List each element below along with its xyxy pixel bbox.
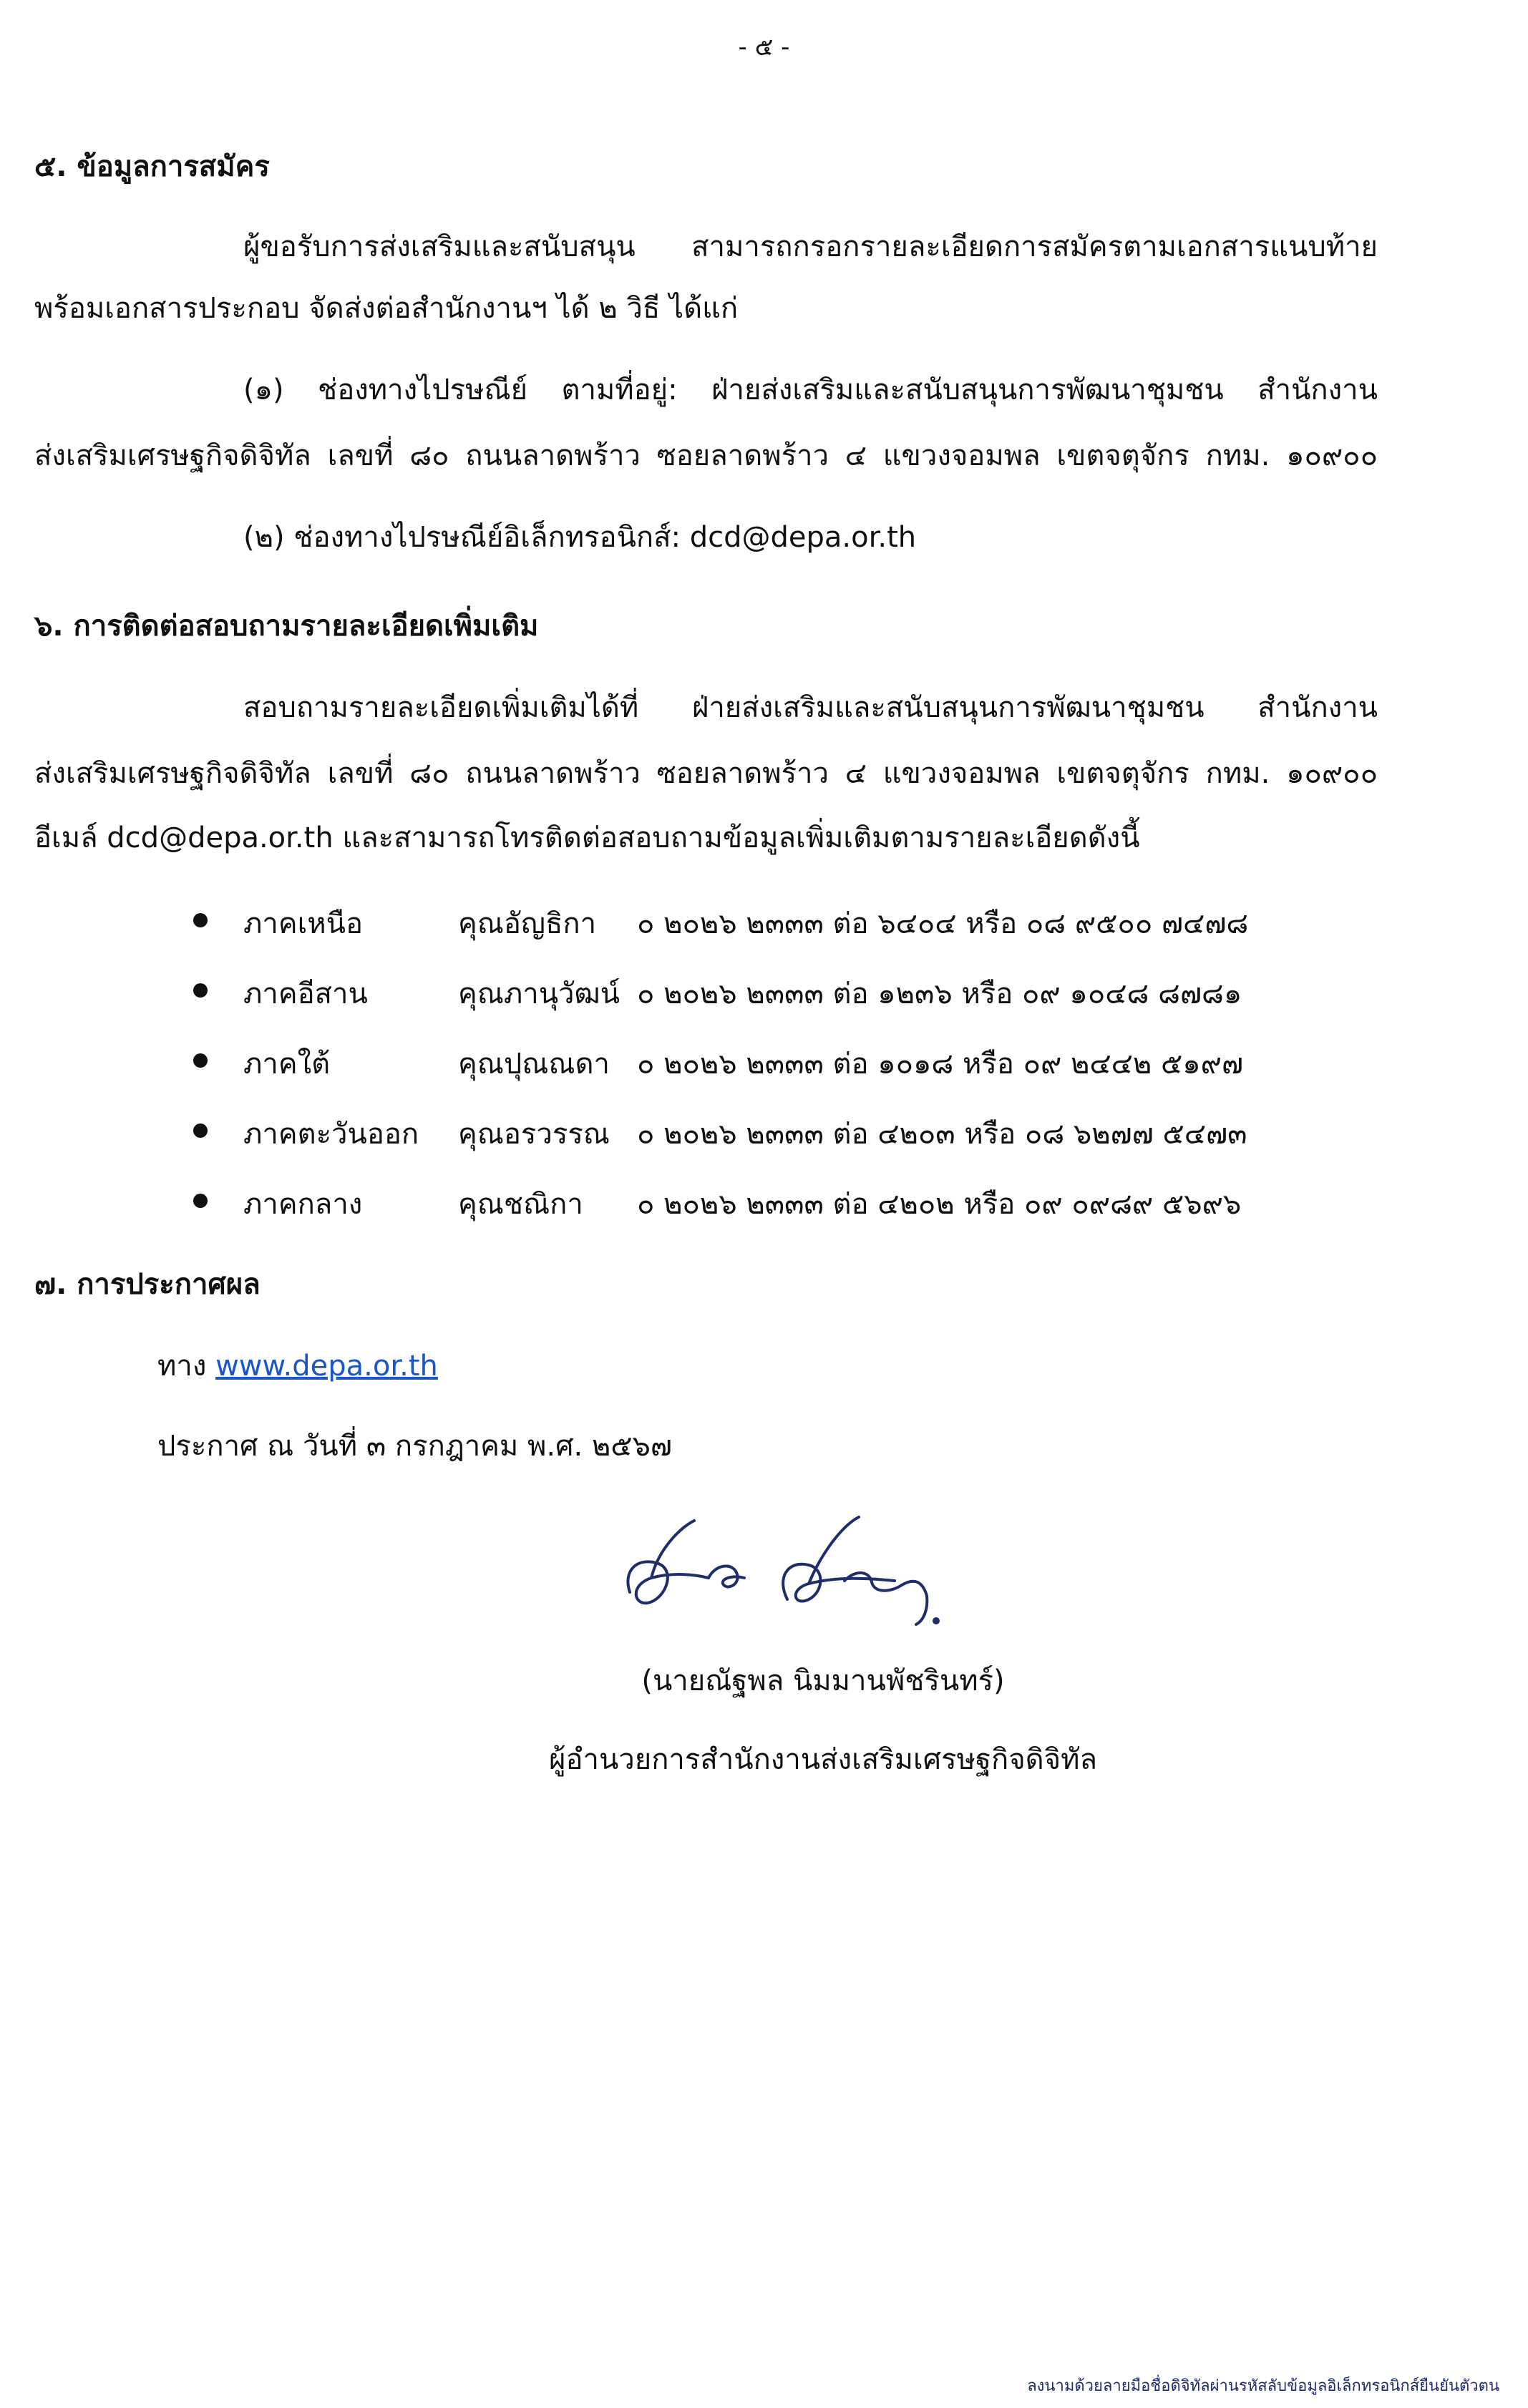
page-number: - ๕ - <box>738 33 790 62</box>
contact-person: คุณภานุวัฒน์ <box>458 978 620 1010</box>
bullet-icon <box>193 1194 208 1208</box>
bullet-icon <box>193 913 208 927</box>
contact-phone: ๐ ๒๐๒๖ ๒๓๓๓ ต่อ ๑๐๑๘ หรือ ๐๙ ๒๔๔๒ ๕๑๙๗ <box>637 1048 1244 1081</box>
contact-region: ภาคเหนือ <box>243 907 363 940</box>
contact-person: คุณอรวรรณ <box>458 1118 610 1151</box>
contact-region: ภาคกลาง <box>243 1188 363 1221</box>
section-6-para-line1: สอบถามรายละเอียดเพิ่มเติมได้ที่ ฝ่ายส่งเสริมและสนับสนุนการพัฒนาชุมชน สำนักงาน <box>243 691 1378 724</box>
contact-phone: ๐ ๒๐๒๖ ๒๓๓๓ ต่อ ๔๒๐๒ หรือ ๐๙ ๐๙๘๙ ๕๖๙๖ <box>637 1188 1242 1221</box>
signatory-name: (นายณัฐพล นิมมานพัชรินทร์) <box>641 1664 1005 1697</box>
contact-region: ภาคใต้ <box>243 1048 331 1081</box>
section-6-para-line3: อีเมล์ dcd@depa.or.th และสามารถโทรติดต่อสอบถามข้อมูลเพิ่มเติมตามรายละเอียดดังนี้ <box>34 822 1140 854</box>
section-5-item1-line2: ส่งเสริมเศรษฐกิจดิจิทัล เลขที่ ๘๐ ถนนลาดพร้าว ซอยลาดพร้าว ๔ แขวงจอมพล เขตจตุจักร กทม. ๑๐๙๐๐ <box>34 439 1378 472</box>
bullet-icon <box>193 1123 208 1138</box>
section-6-para-line2: ส่งเสริมเศรษฐกิจดิจิทัล เลขที่ ๘๐ ถนนลาดพร้าว ซอยลาดพร้าว ๔ แขวงจอมพล เขตจตุจักร กทม. ๑๐๙๐๐ <box>34 757 1378 790</box>
contact-region: ภาคอีสาน <box>243 978 368 1010</box>
section-7-heading: ๗. การประกาศผล <box>34 1268 261 1301</box>
signatory-position: ผู้อำนวยการสำนักงานส่งเสริมเศรษฐกิจดิจิทัล <box>549 1743 1097 1776</box>
bullet-icon <box>193 1053 208 1068</box>
contact-person: คุณอัญธิกา <box>458 907 597 940</box>
section-5-item1-line1: (๑) ช่องทางไปรษณีย์ ตามที่อยู่: ฝ่ายส่งเสริมและสนับสนุนการพัฒนาชุมชน สำนักงาน <box>243 374 1378 406</box>
bullet-icon <box>193 983 208 998</box>
contact-person: คุณชณิกา <box>458 1188 583 1221</box>
section-5-heading: ๕. ข้อมูลการสมัคร <box>34 150 270 183</box>
section-5-para-line1: ผู้ขอรับการส่งเสริมและสนับสนุน สามารถกรอกรายละเอียดการสมัครตามเอกสารแนบท้าย <box>243 230 1378 263</box>
depa-website-link[interactable]: www.depa.or.th <box>215 1350 438 1383</box>
contact-phone: ๐ ๒๐๒๖ ๒๓๓๓ ต่อ ๑๒๓๖ หรือ ๐๙ ๑๐๔๘ ๘๗๘๑ <box>637 978 1242 1010</box>
announce-date: ประกาศ ณ วันที่ ๓ กรกฎาคม พ.ศ. ๒๕๖๗ <box>157 1430 673 1463</box>
section-5-item2: (๒) ช่องทางไปรษณีย์อิเล็กทรอนิกส์: dcd@depa.or.th <box>243 521 917 554</box>
contact-phone: ๐ ๒๐๒๖ ๒๓๓๓ ต่อ ๖๔๐๔ หรือ ๐๘ ๙๕๐๐ ๗๔๗๘ <box>637 907 1249 940</box>
contact-phone: ๐ ๒๐๒๖ ๒๓๓๓ ต่อ ๔๒๐๓ หรือ ๐๘ ๖๒๗๗ ๕๔๗๓ <box>637 1118 1247 1151</box>
contact-region: ภาคตะวันออก <box>243 1118 419 1151</box>
contact-person: คุณปุณณดา <box>458 1048 610 1081</box>
digital-signature-note: ลงนามด้วยลายมือชื่อดิจิทัลผ่านรหัสลับข้อมูลอิเล็กทรอนิกส์ยืนยันตัวตน <box>1027 2377 1499 2395</box>
section-5-para-line2: พร้อมเอกสารประกอบ จัดส่งต่อสำนักงานฯ ได้ ๒ วิธี ได้แก่ <box>34 292 739 325</box>
handwritten-signature <box>608 1506 966 1649</box>
announce-via-line <box>157 1342 438 1388</box>
section-6-heading: ๖. การติดต่อสอบถามรายละเอียดเพิ่มเติม <box>34 610 539 643</box>
announce-via-prefix: ทาง <box>157 1350 207 1383</box>
